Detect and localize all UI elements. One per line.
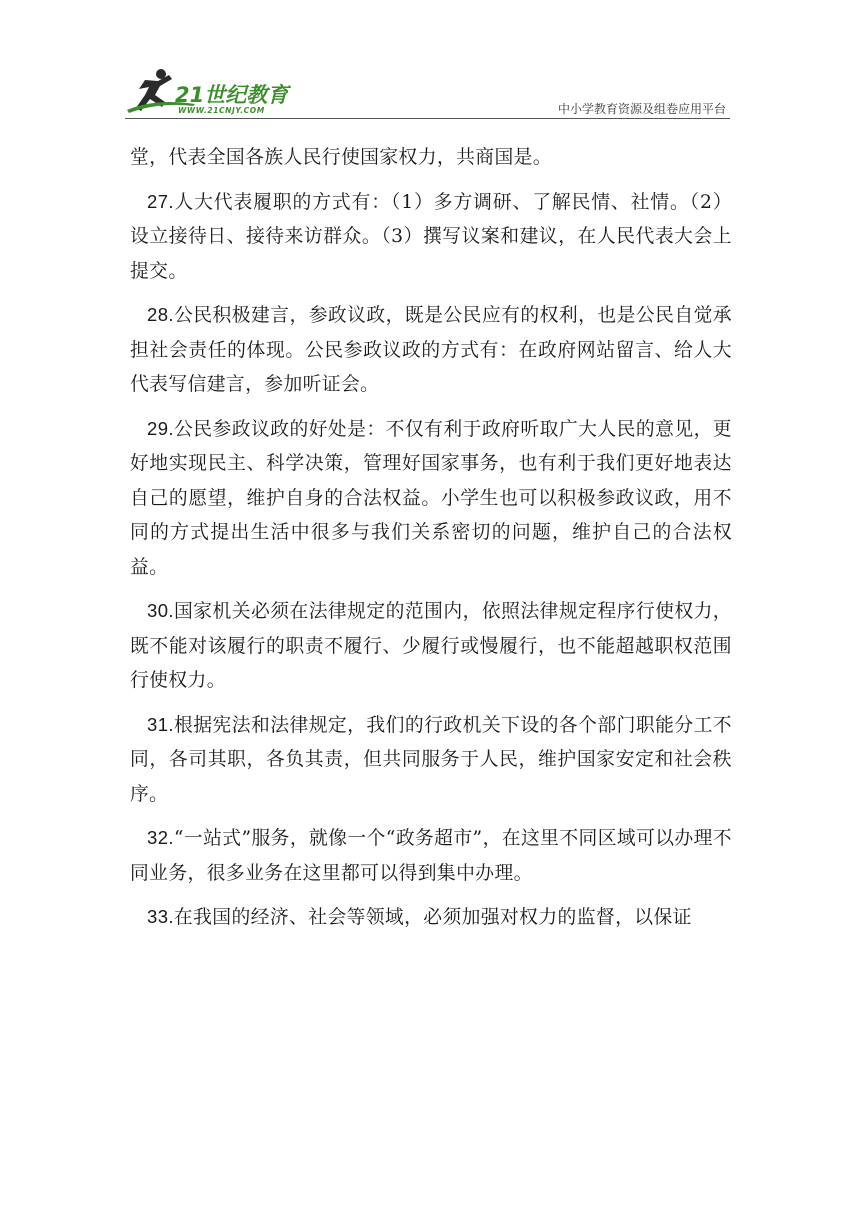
paragraph-text: 堂，代表全国各族人民行使国家权力，共商国是。 xyxy=(130,147,552,168)
paragraph xyxy=(130,900,732,936)
item-number: 33. xyxy=(147,906,174,927)
paragraph xyxy=(130,185,732,290)
paragraph xyxy=(130,594,732,699)
page-header xyxy=(125,66,730,118)
paragraph-text: 国家机关必须在法律规定的范围内，依照法律规定程序行使权力，既不能对该履行的职责不履行、少履行或慢履行，也不能超越职权范围行使权力。 xyxy=(130,601,732,691)
platform-label: 中小学教育资源及组卷应用平台 xyxy=(557,102,726,116)
document-body xyxy=(130,141,732,945)
item-number: 28. xyxy=(147,304,174,325)
logo-name: 21世纪教育 xyxy=(175,83,289,107)
header-rule xyxy=(125,118,730,119)
paragraph-text: “一站式”服务，就像一个“政务超市”，在这里不同区域可以办理不同业务，很多业务在这里都可以得到集中办理。 xyxy=(130,828,732,884)
item-number: 30. xyxy=(147,600,174,621)
item-number: 29. xyxy=(147,417,174,439)
paragraph-text: 在我国的经济、社会等领域，必须加强对权力的监督，以保证 xyxy=(173,907,692,928)
paragraph xyxy=(130,708,732,813)
paragraph xyxy=(130,141,732,176)
logo-21cnjy xyxy=(125,66,295,118)
paragraph-text: 公民参政议政的好处是：不仅有利于政府听取广大人民的意见，更好地实现民主、科学决策，管理好国家事务，也有利于我们更好地表达自己的愿望，维护自身的合法权益。小学生也可以积极参政议政，用不同的方式提出生活中很多与我们关系密切的问题，维护自己的合法权益。 xyxy=(130,418,732,578)
paragraph-text: 公民积极建言，参政议政，既是公民应有的权利，也是公民自觉承担社会责任的体现。公民参政议政的方式有：在政府网站留言、给人大代表写信建言，参加听证会。 xyxy=(130,305,732,395)
item-number: 31. xyxy=(147,713,174,735)
item-number: 27. xyxy=(147,190,174,212)
paragraph xyxy=(130,821,732,891)
logo-url: WWW.21CNJY.COM xyxy=(178,106,265,115)
paragraph-text: 人大代表履职的方式有：（1）多方调研、了解民情、社情。（2）设立接待日、接待来访群众。（3）撰写议案和建议，在人民代表大会上提交。 xyxy=(130,191,732,282)
paragraph xyxy=(130,298,732,403)
paragraph xyxy=(130,412,732,586)
paragraph-text: 根据宪法和法律规定，我们的行政机关下设的各个部门职能分工不同，各司其职，各负其责，但共同服务于人民，维护国家安定和社会秩序。 xyxy=(130,714,732,805)
item-number: 32. xyxy=(147,827,174,848)
